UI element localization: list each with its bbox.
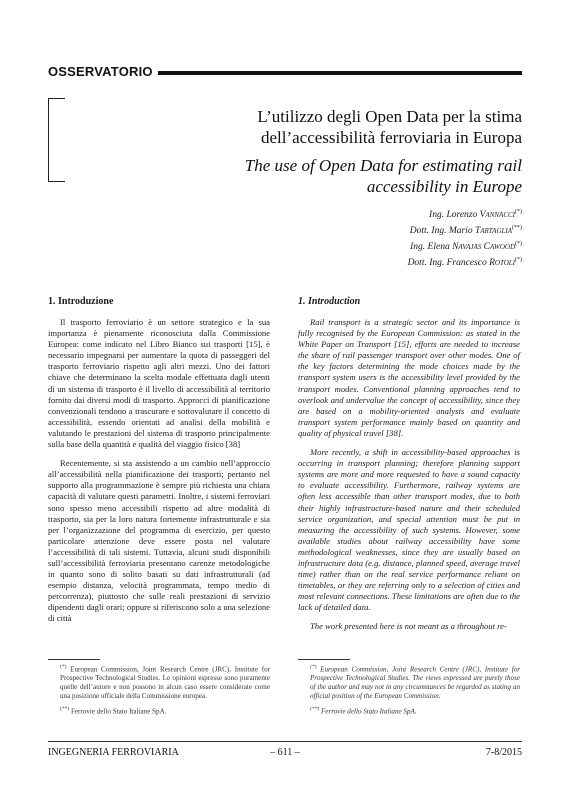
footnotes-italian	[48, 663, 270, 721]
paragraph: Recentemente, si sta assistendo a un cambio nell’approccio all’accessibilità nella pianificazione dei trasporti; pertanto nel supporto alla programmazione è sempre più richiesta una chiara capacità di valutare questi parametri. Inoltre, i sistemi ferroviari sono spesso meno accessibili rispetto ad altre modalità di trasporto, sia per la loro natura fortemente infrastrutturale e sia per l’organizzazione del programma di esercizio, per questo particolare attenzione deve essere posta nel valutare l’accessibilità di tali sistemi. Tuttavia, alcuni studi disponibili sull’accessibilità ferroviaria presentano carenze metodologiche in quanto sono di solito basati su dati infrastrutturali (ad esempio distanza, velocità programmata, tempo medio di percorrenza), piuttosto che sulle reali prestazioni di servizio dipendenti dagli orari; oppure si riferiscono solo a una selezione di città	[48, 458, 270, 624]
author-line: Ing. Elena Navajas Cawood(*)	[410, 241, 522, 253]
journal-name: INGEGNERIA FERROVIARIA	[48, 747, 179, 758]
footnote-rule	[298, 659, 350, 660]
footnotes-english	[298, 663, 520, 721]
author-line: Dott. Ing. Mario Tartaglia(**)	[409, 225, 522, 237]
author-line: Ing. Lorenzo Vannacci(*)	[429, 209, 522, 221]
issue-number: 7-8/2015	[485, 747, 522, 758]
footnote: (**) Ferrovie dello Stato Italiane SpA.	[310, 706, 417, 716]
page-number: – 611 –	[270, 747, 300, 758]
paragraph: The work presented here is not meant as a throughout re-	[310, 621, 507, 632]
italian-column	[48, 296, 270, 633]
english-column	[298, 296, 520, 641]
paragraph: Il trasporto ferroviario è un settore strategico e la sua importanza è pienamente riconosciuta dalla Commissione Europea: come indicato nel Libro Bianco sui trasporti [15], è necessario impegnarsi per aumentare la quota di passeggeri del trasporto ferroviario rispetto agli altri mezzi. Uno dei fattori chiave che determinano la scelta modale effettuata dagli utenti di un sistema di trasporto è il livello di accessibilità al territorio fornito dai diversi modi di trasporto. Approcci di pianificazione convenzionali tendono a trascurare e sottovalutare il concetto di accessibilità, essendo orientati ad analisi della mobilità e valutando le prestazioni del sistema di trasporto principalmente sulla base della quantità e qualità del viaggio fisico [38]	[48, 317, 270, 450]
footnote: (*) European Commission, Joint Research Centre (JRC), Institute for Prospective Technological Studies. The views expressed are purely those of the author and may not in any circumstances be regarded as stating an official position of the European Commission.	[310, 664, 521, 701]
title-italian: L’utilizzo degli Open Data per la stima dell’accessibilità ferroviaria in Europa	[257, 107, 522, 147]
section-label: OSSERVATORIO	[48, 64, 153, 79]
title-english: The use of Open Data for estimating rail accessibility in Europe	[244, 156, 522, 196]
header-rule	[158, 71, 522, 75]
corner-bracket	[48, 98, 65, 182]
section-heading: 1. Introduzione	[48, 296, 114, 307]
paragraph: More recently, a shift in accessibility-based approaches is occurring in transport planning; therefore planning support systems are more and more requested to have a sound capacity to evaluate accessibility. Furthermore, railway systems are often less accessible than other transport modes, due to both their highly infrastructure-based nature and their scheduled service organization, and special attention must be put in measuring the accessibility of such systems. However, some available studies about railway accessibility have some methodological weaknesses, since they are usually based on infrastructure data (e.g. distance, planned speed, average travel time) rather than on the real service performance reliant on timetables, or they are referring only to a selection of cities and most relevant connections. These limitations are often due to the lack of detailed data.	[298, 447, 520, 613]
footer-rule	[48, 741, 522, 742]
footnote: (**) Ferrovie dello Stato Italiane SpA.	[60, 706, 167, 716]
author-list	[222, 206, 522, 271]
footnote-rule	[48, 659, 100, 660]
footnote: (*) European Commission, Joint Research Centre (JRC), Institute for Prospective Technological Studies. Le opinioni espresse sono puramente quelle dell’autore e non possono in alcun caso essere considerate come una posizione ufficiale della Commissione europea.	[60, 664, 270, 701]
section-heading: 1. Introduction	[298, 296, 361, 307]
paragraph: Rail transport is a strategic sector and its importance is fully recognised by the European Commission: as stated in the White Paper on Transport [15], efforts are needed to increase the share of rail passenger transport over other modes. One of the key factors determining the mode choices made by the transport system users is the accessibility level provided by the transport modes. Conventional planning approaches tend to overlook and undervalue the concept of accessibility, since they are based on a mobility-oriented analysis and evaluate transport system performance mainly based on quantity and quality of physical travel [38].	[298, 317, 520, 438]
author-line: Dott. Ing. Francesco Rotoli(*)	[407, 257, 522, 269]
